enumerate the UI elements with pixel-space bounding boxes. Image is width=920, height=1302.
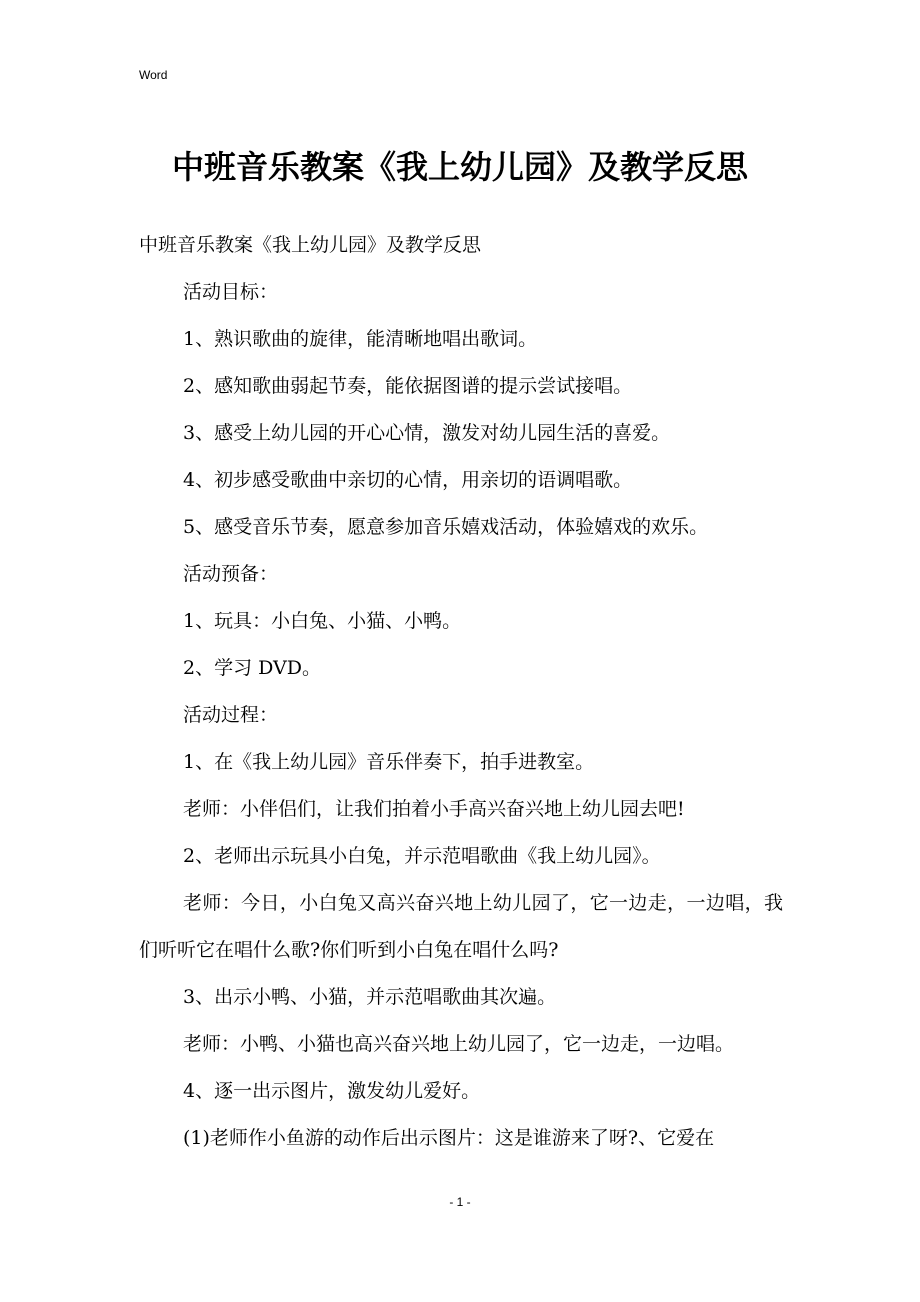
paragraph: 1、玩具：小白兔、小猫、小鸭。 [183,610,462,632]
paragraph: 老师：小鸭、小猫也高兴奋兴地上幼儿园了，它一边走，一边唱。 [183,1033,735,1055]
paragraph: 4、初步感受歌曲中亲切的心情，用亲切的语调唱歌。 [183,469,633,491]
paragraph: 中班音乐教案《我上幼儿园》及教学反思 [139,234,482,256]
document-title: 中班音乐教案《我上幼儿园》及教学反思 [171,148,748,186]
paragraph: 2、感知歌曲弱起节奏，能依据图谱的提示尝试接唱。 [183,375,633,397]
app-label: Word [139,68,168,82]
paragraph: 3、出示小鸭、小猫，并示范唱歌曲其次遍。 [183,986,557,1008]
paragraph: 1、熟识歌曲的旋律，能清晰地唱出歌词。 [183,328,538,350]
document-body [139,230,783,1170]
paragraph: 3、感受上幼儿园的开心心情，激发对幼儿园生活的喜爱。 [183,422,671,444]
paragraph: 1、在《我上幼儿园》音乐伴奏下，拍手进教室。 [183,751,595,773]
paragraph: 4、逐一出示图片，激发幼儿爱好。 [183,1080,481,1102]
paragraph: 2、老师出示玩具小白兔，并示范唱歌曲《我上幼儿园》。 [183,845,661,867]
paragraph: 活动目标： [183,281,279,303]
paragraph: 2、学习 DVD。 [183,657,321,679]
paragraph: 老师：今日，小白兔又高兴奋兴地上幼儿园了，它一边走，一边唱，我们听听它在唱什么歌?你们听到小白兔在唱什么吗? [139,892,783,961]
paragraph: (1)老师作小鱼游的动作后出示图片：这是谁游来了呀?、它爱在 [183,1127,715,1149]
paragraph: 老师：小伴侣们，让我们拍着小手高兴奋兴地上幼儿园去吧! [183,798,685,820]
paragraph: 活动预备： [183,563,279,585]
paragraph: 活动过程： [183,704,279,726]
paragraph: 5、感受音乐节奏，愿意参加音乐嬉戏活动，体验嬉戏的欢乐。 [183,516,709,538]
page-number: - 1 - [449,1195,471,1209]
